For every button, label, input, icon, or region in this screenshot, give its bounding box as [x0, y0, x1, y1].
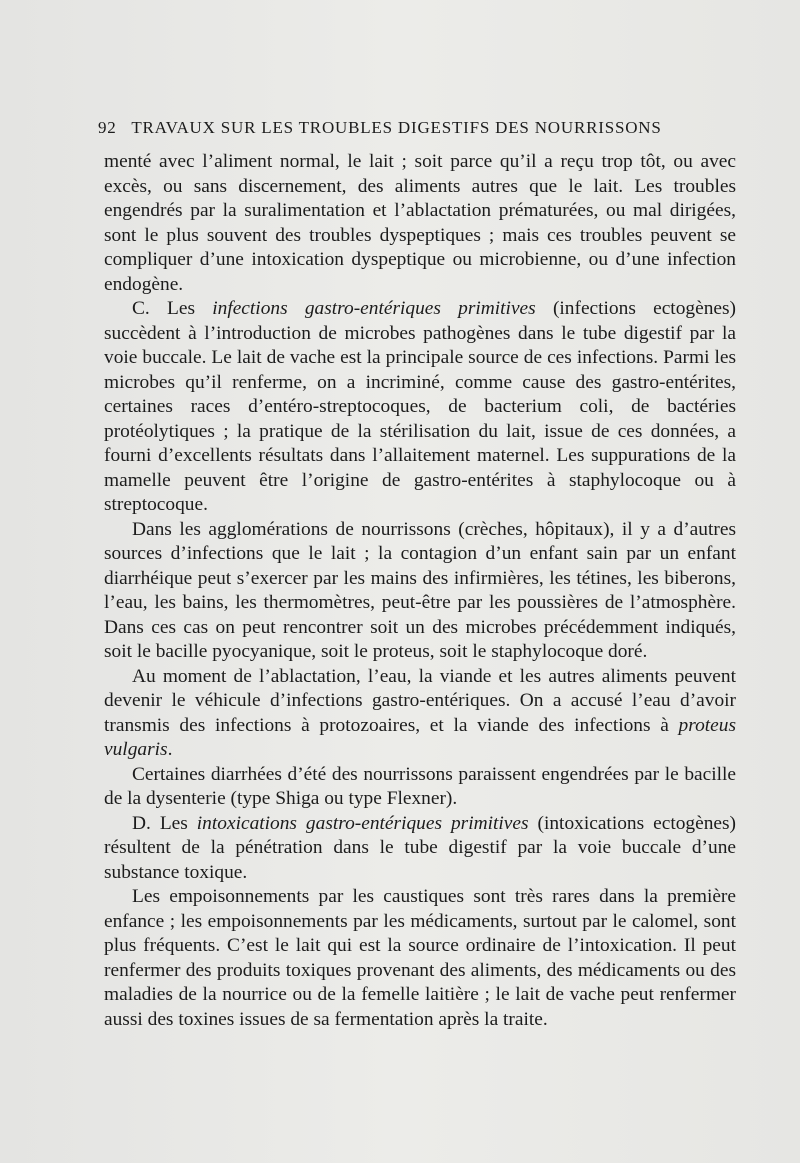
paragraph-empoisonnements: Les empoisonnements par les caustiques sont très rares dans la première enfance ; les empoisonnements par les médicaments, surtout par le calomel, sont plus fréquents. C’est le lait qui est la source ordinaire de l’intoxication. Il peut renfermer des produits toxiques provenant des aliments, des médicaments ou des maladies de la nourrice ou de la femelle laitière ; le lait de vache peut renfermer aussi des toxines issues de sa fermentation après la traite. — [104, 886, 736, 1030]
paragraph-ablactation — [104, 665, 736, 763]
paragraph-rest: (infections ectogènes) succèdent à l’introduction de microbes pathogènes dans le tube digestif par la voie buccale. Le lait de vache est la principale source de ces infections. Parmi les microbes qu’il renferme, on a incriminé, comme cause des gastro-entérites, certaines races d’entéro-streptocoques, de bacterium coli, de bactéries protéolytiques ; la pratique de la stérilisation du lait, issue de ces données, a fourni d’excellents résultats dans l’allaitement maternel. Les suppurations de la mamelle peuvent être l’origine de gastro-entérites à staphylocoque ou à streptocoque. — [104, 298, 736, 515]
paragraph-diarrhees: Certaines diarrhées d’été des nourrissons paraissent engendrées par le bacille de la dysenterie (type Shiga ou type Flexner). — [104, 763, 736, 809]
paragraph-continuation: menté avec l’aliment normal, le lait ; soit parce qu’il a reçu trop tôt, ou avec excès, ou sans discernement, des aliments autres que le lait. Les troubles engendrés par la suralimentation et l’ablactation prématurées, ou mal dirigées, sont le plus souvent des troubles dyspeptiques ; mais ces troubles peuvent se compliquer d’une intoxication dyspeptique ou microbienne, ou d’une infection endogène. — [104, 151, 736, 295]
page-number: 92 — [98, 118, 117, 137]
paragraph-rest: (intoxications ectogènes) résultent de la pénétration dans le tube digestif par la voie buccale d’une substance toxique. — [104, 812, 737, 883]
paragraph-agglomerations: Dans les agglomérations de nourrissons (crèches, hôpitaux), il y a d’autres sources d’infections que le lait ; la contagion d’un enfant sain par un enfant diarrhéique peut s’exercer par les mains des infirmières, les tétines, les biberons, l’eau, les bains, les thermomètres, peut-être par les poussières de l’atmosphère. Dans ces cas on peut rencontrer soit un des microbes précédemment indiqués, soit le bacille pyocyanique, soit le proteus, soit le staphylocoque doré. — [104, 518, 736, 662]
paragraph-lead: Au moment de l’ablactation, l’eau, la viande et les autres aliments peuvent devenir le véhicule d’infections gastro-entériques. On a accusé l’eau d’avoir transmis des infections à protozoaires, et la viande des infections à — [104, 665, 736, 736]
running-header — [98, 118, 718, 138]
body-text — [104, 150, 736, 1032]
paragraph-c-infections — [104, 297, 736, 518]
paragraph-rest: . — [167, 739, 173, 760]
running-title: TRAVAUX SUR LES TROUBLES DIGESTIFS DES NOURRISSONS — [131, 118, 662, 137]
italic-term: proteus vulgaris — [104, 714, 736, 760]
italic-term: infections gastro-entériques primitives — [212, 298, 536, 319]
paragraph-d-intoxications — [104, 812, 736, 886]
paragraph-lead: C. Les — [132, 298, 213, 319]
paragraph-lead: D. Les — [132, 812, 197, 834]
italic-term: intoxications gastro-entériques primitives — [196, 812, 529, 834]
